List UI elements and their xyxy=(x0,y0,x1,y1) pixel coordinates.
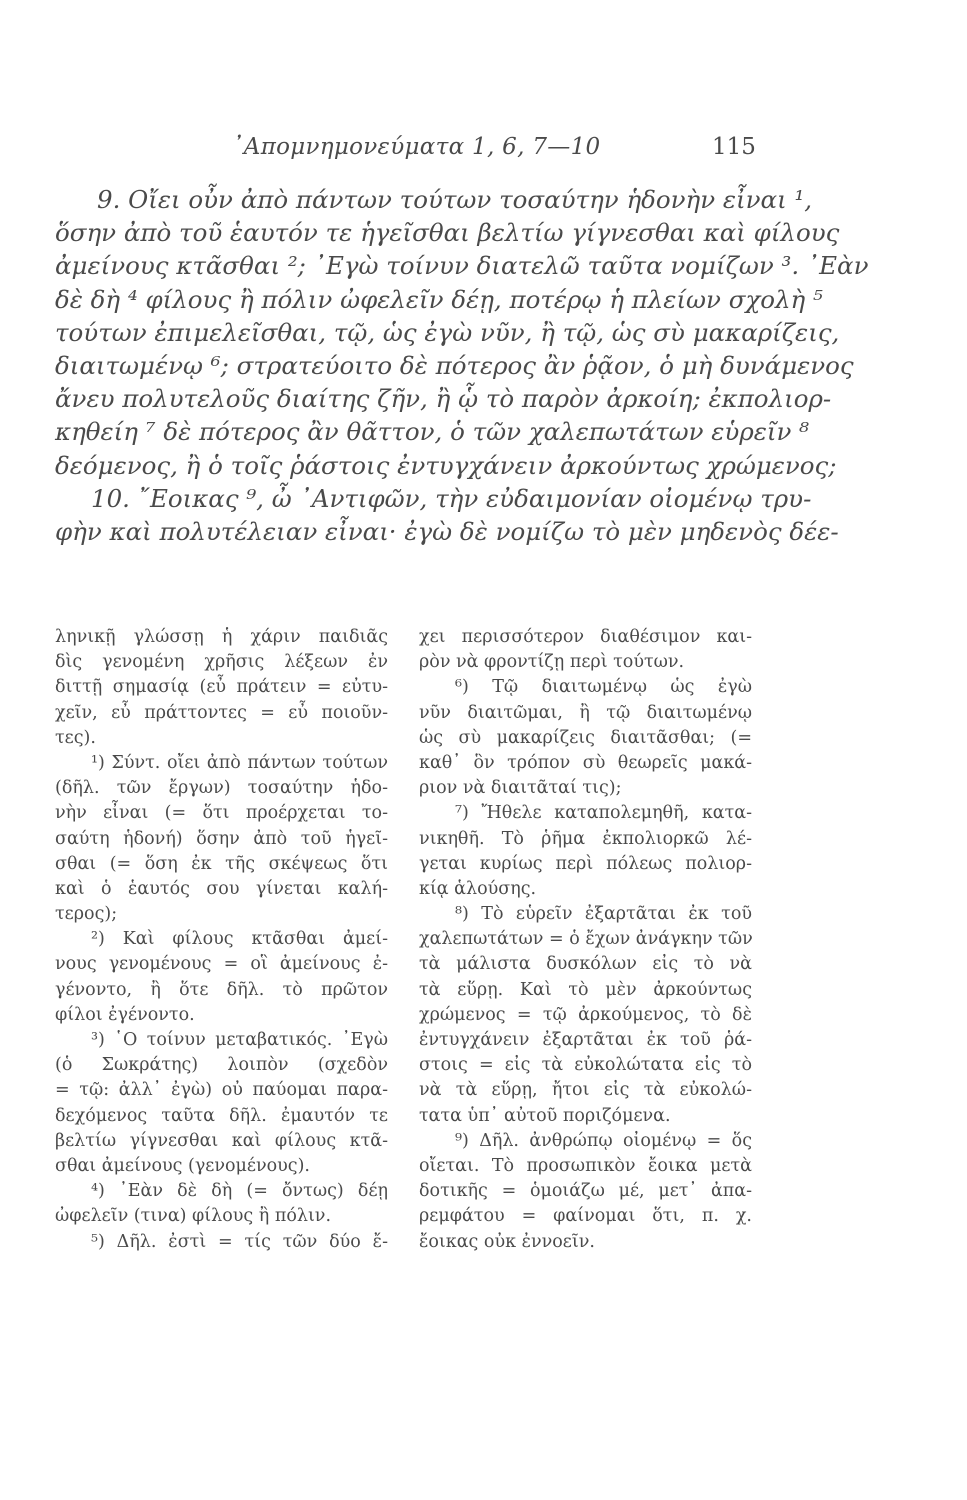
note-line: χρώμενος = τῷ ἀρκούμενος, τὸ δὲ xyxy=(419,1004,752,1025)
note-line: νὴν εἶναι (= ὅτι προέρχεται το- xyxy=(55,803,388,824)
text-line: κηθείη ⁷ δὲ πότερος ἂν θᾶττον, ὁ τῶν χαλεπωτάτων εὑρεῖν ⁸ xyxy=(55,417,809,447)
note-line: δὶς γενομένη χρῆσις λέξεων ἐν xyxy=(55,652,388,673)
note-line: ληνικῇ γλώσσῃ ἡ χάριν παιδιᾶς xyxy=(55,627,388,647)
note-line: χει περισσότερον διαθέσιμον και- xyxy=(419,627,752,647)
note-line: ⁵) Δῆλ. ἐστὶ = τίς τῶν δύο ἔ- xyxy=(91,1231,388,1252)
note-line: τὰ εὕρῃ. Καὶ τὸ μὲν ἀρκούντως xyxy=(419,979,752,1000)
note-line: δοτικῆς = ὁμοιάζω μέ, μετ᾿ ἀπα- xyxy=(419,1181,752,1202)
main-text xyxy=(55,183,869,548)
note-line: διττῇ σημασίᾳ (εὖ πράτειν = εὐτυ- xyxy=(55,677,388,698)
text-line: διαιτωμένῳ ⁶; στρατεύοιτο δὲ πότερος ἂν ῥᾷον, ὁ μὴ δυνάμενος xyxy=(55,350,854,380)
page-number: 115 xyxy=(712,134,756,160)
footnotes-right-column xyxy=(419,625,752,1255)
note-line: νικηθῆ. Τὸ ῥῆμα ἐκπολιορκῶ λέ- xyxy=(419,828,752,849)
note-line: ⁶) Τῷ διαιτωμένῳ ὡς ἐγὼ xyxy=(455,677,752,698)
note-line: ἐντυγχάνειν ἐξαρτᾶται ἐκ τοῦ ῥά- xyxy=(419,1030,752,1050)
note-line: (δῆλ. τῶν ἔργων) τοσαύτην ἡδο- xyxy=(55,778,388,799)
text-line: δὲ δὴ ⁴ φίλους ἢ πόλιν ὠφελεῖν δέῃ, ποτέρῳ ἡ πλείων σχολὴ ⁵ xyxy=(55,284,823,314)
note-line: γεται κυρίως περὶ πόλεως πολιορ- xyxy=(419,853,752,874)
text-line: φὴν καὶ πολυτέλειαν εἶναι· ἐγὼ δὲ νομίζω τὸ μὲν μηδενὸς δέε- xyxy=(55,516,839,546)
note-line: ἔοικας οὐκ ἐννοεῖν. xyxy=(419,1231,595,1252)
note-line: ⁴) ᾿Εὰν δὲ δὴ (= ὄντως) δέῃ xyxy=(91,1181,388,1202)
note-line: βελτίω γίγνεσθαι καὶ φίλους κτᾶ- xyxy=(55,1130,388,1151)
running-title: ᾿Απομνημονεύματα 1, 6, 7—10 xyxy=(232,134,601,160)
note-line: ⁷) Ἤθελε καταπολεμηθῆ, κατα- xyxy=(455,803,752,824)
note-line: ὡς σὺ μακαρίζεις διαιτᾶσθαι; (= xyxy=(419,727,752,748)
note-line: νους γενομένους = οἳ ἀμείνους ἐ- xyxy=(55,954,388,975)
note-line: ρεμφάτου = φαίνομαι ὅτι, π. χ. xyxy=(419,1206,752,1227)
note-line: = τῷ: ἀλλ᾿ ἐγὼ) οὐ παύομαι παρα- xyxy=(55,1080,388,1101)
note-line: νῦν διαιτῶμαι, ἢ τῷ διαιτωμένῳ xyxy=(419,702,752,723)
note-line: (ὁ Σωκράτης) λοιπὸν (σχεδὸν xyxy=(55,1055,388,1076)
text-line: ἄνευ πολυτελοῦς διαίτης ζῆν, ἢ ᾧ τὸ παρὸν ἀρκοίη; ἐκπολιορ- xyxy=(55,384,832,414)
note-line: σθαι ἀμείνους (γενομένους). xyxy=(55,1155,310,1176)
text-line: 9. Οἴει οὖν ἀπὸ πάντων τούτων τοσαύτην ἡδονὴν εἶναι ¹, xyxy=(97,185,813,214)
note-line: κίᾳ ἁλούσης. xyxy=(419,878,537,899)
note-line: τερος); xyxy=(55,904,118,925)
footnotes-left-column xyxy=(55,625,388,1255)
note-line: νὰ τὰ εὕρῃ, ἤτοι εἰς τὰ εὐκολώ- xyxy=(419,1080,752,1101)
note-line: χαλεπωτάτων = ὁ ἔχων ἀνάγκην τῶν xyxy=(419,929,753,950)
text-line: ὅσην ἀπὸ τοῦ ἑαυτόν τε ἡγεῖσθαι βελτίω γίγνεσθαι καὶ φίλους xyxy=(55,218,840,248)
note-line: γένοντο, ἢ ὅτε δῆλ. τὸ πρῶτον xyxy=(55,979,388,1000)
note-line: ⁹) Δῆλ. ἀνθρώπῳ οἰομένῳ = ὅς xyxy=(455,1130,752,1151)
note-line: σαύτη ἡδονή) ὅσην ἀπὸ τοῦ ἡγεῖ- xyxy=(55,828,388,849)
note-line: καὶ ὁ ἑαυτός σου γίνεται καλή- xyxy=(55,878,388,899)
text-line: 10. ῎Εοικας ⁹, ὦ ᾿Αντιφῶν, τὴν εὐδαιμονίαν οἰομένῳ τρυ- xyxy=(91,483,812,513)
note-line: τὰ μάλιστα δυσκόλων εἰς τὸ νὰ xyxy=(419,954,752,975)
note-line: δεχόμενος ταῦτα δῆλ. ἐμαυτόν τε xyxy=(55,1105,388,1126)
note-line: ³) ῾Ο τοίνυν μεταβατικός. ᾿Εγὼ xyxy=(91,1030,388,1050)
note-line: ²) Καὶ φίλους κτᾶσθαι ἀμεί- xyxy=(91,929,388,950)
text-line: δεόμενος, ἢ ὁ τοῖς ῥάστοις ἐντυγχάνειν ἀρκούντως χρώμενος; xyxy=(55,450,837,480)
note-line: τατα ὑπ᾿ αὐτοῦ ποριζόμενα. xyxy=(419,1105,671,1126)
note-line: ¹) Σύντ. οἴει ἀπὸ πάντων τούτων xyxy=(91,752,388,773)
text-line: τούτων ἐπιμελεῖσθαι, τῷ, ὡς ἐγὼ νῦν, ἢ τῷ, ὡς σὺ μακαρίζεις, xyxy=(55,317,840,347)
note-line: τες). xyxy=(55,727,96,748)
note-line: ρὸν νὰ φροντίζῃ περὶ τούτων. xyxy=(419,652,685,673)
note-line: ριον νὰ διαιτᾶταί τις); xyxy=(419,778,622,799)
note-line: σθαι (= ὅση ἐκ τῆς σκέψεως ὅτι xyxy=(55,853,388,874)
page-header xyxy=(0,128,967,168)
note-line: χεῖν, εὖ πράττοντες = εὖ ποιοῦν- xyxy=(55,702,388,723)
note-line: φίλοι ἐγένοντο. xyxy=(55,1004,195,1025)
note-line: στοις = εἰς τὰ εὐκολώτατα εἰς τὸ xyxy=(419,1055,752,1076)
note-line: οἴεται. Τὸ προσωπικὸν ἔοικα μετὰ xyxy=(419,1155,752,1176)
note-line: καθ᾿ ὃν τρόπον σὺ θεωρεῖς μακά- xyxy=(419,752,752,773)
note-line: ὠφελεῖν (τινα) φίλους ἢ πόλιν. xyxy=(55,1206,332,1227)
text-line: ἀμείνους κτᾶσθαι ²; ᾿Εγὼ τοίνυν διατελῶ ταῦτα νομίζων ³. ᾿Εὰν xyxy=(55,251,869,281)
note-line: ⁸) Τὸ εὑρεῖν ἐξαρτᾶται ἐκ τοῦ xyxy=(455,904,752,925)
